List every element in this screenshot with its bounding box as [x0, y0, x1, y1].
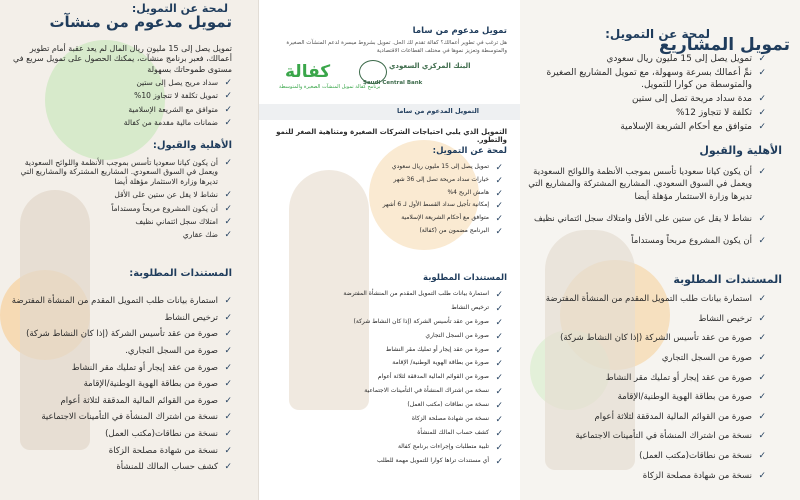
list-item: ✓ تلبية متطلبات وإجراءات برنامج كفالة: [271, 443, 503, 451]
middle-features-list: [283, 163, 503, 240]
left-eligibility-title: الأهلية والقبول:: [152, 140, 232, 151]
list-item: ✓ نسخة من اشتراك المنشأة في التأمينات الاجتماعية: [7, 412, 232, 423]
list-item: ✓ أن يكون كيانا سعوديا تأسس بموجب الأنظمة واللوائح السعودية ويعمل في السوق السعودي. المشاريع المشتركة والمشاريع التي تديرها وزارة الاستثمار مؤهلة أيضا: [7, 158, 232, 186]
list-item: ✓ ضمانات مالية مقدمة من كفالة: [32, 118, 232, 127]
right-panel: [520, 0, 800, 500]
list-item: ✓ نشاط لا يقل عن ستين على الأقل وامتلاك سجل ائتماني نظيف: [526, 213, 766, 225]
list-item: ✓ استمارة بيانات طلب التمويل المقدم من المنشأة المفترضة: [526, 294, 766, 305]
list-item: ✓ صورة من عقد إيجار أو تمليك مقر النشاط: [271, 346, 503, 354]
middle-lead-text: التمويل الذي يلبي احتياجات الشركات الصغيرة ومتناهية الصغر للنمو والتطور.: [276, 128, 507, 144]
list-item: ✓ نشاط لا يقل عن ستين على الأقل: [7, 190, 232, 199]
list-item: ✓ صورة من القوائم المالية المدققة لثلاثة أعوام: [526, 412, 766, 423]
right-documents-list: [526, 294, 766, 490]
right-title-prefix: لمحة عن التمويل:: [605, 27, 710, 41]
list-item: ✓ إمكانية تأجيل سداد القسط الأول لـ 6 أشهر: [283, 201, 503, 209]
list-item: ✓ صورة من بطاقة الهوية الوطنية/ الإقامة: [271, 359, 503, 367]
list-item: ✓ تكلفة لا تتجاوز 12%: [536, 108, 766, 119]
middle-top-description: هل ترغب في تطوير أعمالك؟ كفالة تقدم لك الحل. تمويل بشروط ميسرة لدعم المنشآت الصغيرة والمتوسطة وتعزيز نموها في مختلف القطاعات الاقتصادية: [286, 40, 507, 54]
right-features-list: [536, 54, 766, 137]
list-item: ✓ نسخة من نطاقات (مكتب العمل): [271, 401, 503, 409]
left-panel: [0, 0, 258, 500]
middle-features-title: لمحة عن التمويل:: [432, 146, 507, 156]
left-intro: تمويل يصل إلى 15 مليون ريال المال لم يعد عقبة أمام تطوير أعمالك، فعبر برنامج منشآت، يمكنك الحصول على تمويل سريع في مستوى طموحاتك بسهولة: [13, 44, 232, 74]
list-item: ✓ نمِّ أعمالك بسرعة وسهولة، مع تمويل المشاريع الصغيرة والمتوسطة من كوارا للتمويل.: [536, 68, 766, 91]
list-item: ✓ البرنامج مضمون من (كفالة): [283, 227, 503, 235]
kafala-logo-subtitle: برنامج كفالة تمويل المنشآت الصغيرة والمتوسطة: [279, 84, 381, 90]
list-item: ✓ كشف حساب المالك للمنشأة: [7, 462, 232, 473]
list-item: ✓ صورة من بطاقة الهوية الوطنية/الإقامة: [526, 392, 766, 403]
list-item: ✓ ترخيص النشاط: [271, 304, 503, 312]
list-item: ✓ نسخة من نطاقات(مكتب العمل): [526, 451, 766, 462]
list-item: ✓ استمارة بيانات طلب التمويل المقدم من المنشأة المفترضة: [7, 296, 232, 307]
list-item: ✓ خيارات سداد مريحة تصل إلى 36 شهر: [283, 176, 503, 184]
list-item: ✓ أن يكون المشروع مربحاً ومستداماً: [526, 235, 766, 247]
list-item: ✓ صورة من عقد إيجار أو تمليك مقر النشاط: [526, 373, 766, 384]
list-item: ✓ ترخيص النشاط: [526, 314, 766, 325]
list-item: ✓ ضك عقاري: [7, 230, 232, 239]
list-item: ✓ نسخة من اشتراك المنشأة في التأمينات الاجتماعية: [271, 387, 503, 395]
right-documents-title: المستندات المطلوبة: [673, 273, 782, 286]
list-item: ✓ أن يكون كيانا سعوديا تأسس بموجب الأنظمة واللوائح السعودية ويعمل في السوق السعودي. المشاريع المشتركة والمشاريع التي تديرها وزارة الاستثمار مؤهلة أيضا: [526, 166, 766, 203]
sama-logo-english: Saudi Central Bank: [363, 80, 423, 86]
list-item: ✓ صورة من السجل التجاري: [271, 332, 503, 340]
list-item: ✓ صورة من بطاقة الهوية الوطنية/الإقامة: [7, 379, 232, 390]
middle-section-label: التمويل المدعوم من ساما: [396, 107, 479, 115]
middle-documents-title: المستندات المطلوبة: [423, 273, 507, 283]
middle-section-bar: [259, 104, 521, 120]
list-item: ✓ كشف حساب المالك للمنشأة: [271, 429, 503, 437]
left-features-list: [32, 78, 232, 132]
kafala-logo: كفالة: [285, 62, 331, 82]
middle-top-title: تمويل مدعوم من ساما: [412, 26, 507, 36]
list-item: ✓ نسخة من شهادة مصلحة الزكاة: [526, 471, 766, 482]
list-item: ✓ نسخة من شهادة مصلحة الزكاة: [7, 446, 232, 457]
list-item: ✓ هامش الربح 4%: [283, 189, 503, 197]
list-item: ✓ أن يكون المشروع مربحاً ومستداماً: [7, 204, 232, 213]
list-item: ✓ متوافق مع الشريعة الإسلامية: [32, 105, 232, 114]
left-title-prefix: لمحة عن التمويل:: [131, 2, 228, 15]
list-item: ✓ استمارة بيانات طلب التمويل المقدم من المنشأة المفترضة: [271, 290, 503, 298]
left-documents-title: المستندات المطلوبة:: [129, 268, 232, 279]
left-eligibility-list: [7, 158, 232, 244]
left-documents-list: [7, 296, 232, 479]
list-item: ✓ صورة من عقد تأسيس الشركة (إذا كان النشاط شركة): [526, 333, 766, 344]
list-item: ✓ صورة من السجل التجاري.: [7, 346, 232, 357]
list-item: ✓ صورة من عقد تأسيس الشركة (إذا كان النشاط شركة): [271, 318, 503, 326]
list-item: ✓ مدة سداد مريحة تصل إلى ستين: [536, 94, 766, 105]
right-eligibility-list: [526, 166, 766, 258]
list-item: ✓ صورة من عقد إيجار أو تمليك مقر النشاط: [7, 363, 232, 374]
list-item: ✓ نسخة من شهادة مصلحة الزكاة: [271, 415, 503, 423]
list-item: ✓ متوافق مع أحكام الشريعة الإسلامية: [283, 214, 503, 222]
right-title: تمويل المشاريع: [659, 35, 790, 55]
list-item: ✓ صورة من القوائم المالية المدققة لثلاثة أعوام: [7, 396, 232, 407]
list-item: ✓ امتلاك سجل ائتماني نظيف: [7, 217, 232, 226]
left-title: تمويل مدعوم من منشآت: [49, 13, 232, 31]
list-item: ✓ صورة من السجل التجاري: [526, 353, 766, 364]
right-eligibility-title: الأهلية والقبول: [699, 144, 782, 157]
middle-documents-list: [271, 290, 503, 471]
sama-logo-arabic: البنك المركزي السعودي: [389, 62, 471, 70]
list-item: ✓ نسخة من اشتراك المنشأة في التأمينات الاجتماعية: [526, 431, 766, 442]
list-item: ✓ صورة من عقد تأسيس الشركة (إذا كان النشاط شركة): [7, 329, 232, 340]
list-item: ✓ تمويل يصل إلى 15 مليون ريال سعودي: [283, 163, 503, 171]
list-item: ✓ سداد مريح يصل إلى ستين: [32, 78, 232, 87]
list-item: ✓ نسخة من نطاقات(مكتب العمل): [7, 429, 232, 440]
middle-panel: [258, 0, 522, 500]
list-item: ✓ أي مستندات تراها كوارا للتمويل مهمة للطلب: [271, 457, 503, 465]
list-item: ✓ متوافق مع أحكام الشريعة الإسلامية: [536, 122, 766, 133]
list-item: ✓ ترخيص النشاط: [7, 313, 232, 324]
list-item: ✓ صورة من القوائم المالية المدققة لثلاثة أعوام: [271, 373, 503, 381]
list-item: ✓ تمويل تكلفة لا تتجاوز 10%: [32, 91, 232, 100]
list-item: ✓ تمويل يصل إلى 15 مليون ريال سعودي: [536, 54, 766, 65]
